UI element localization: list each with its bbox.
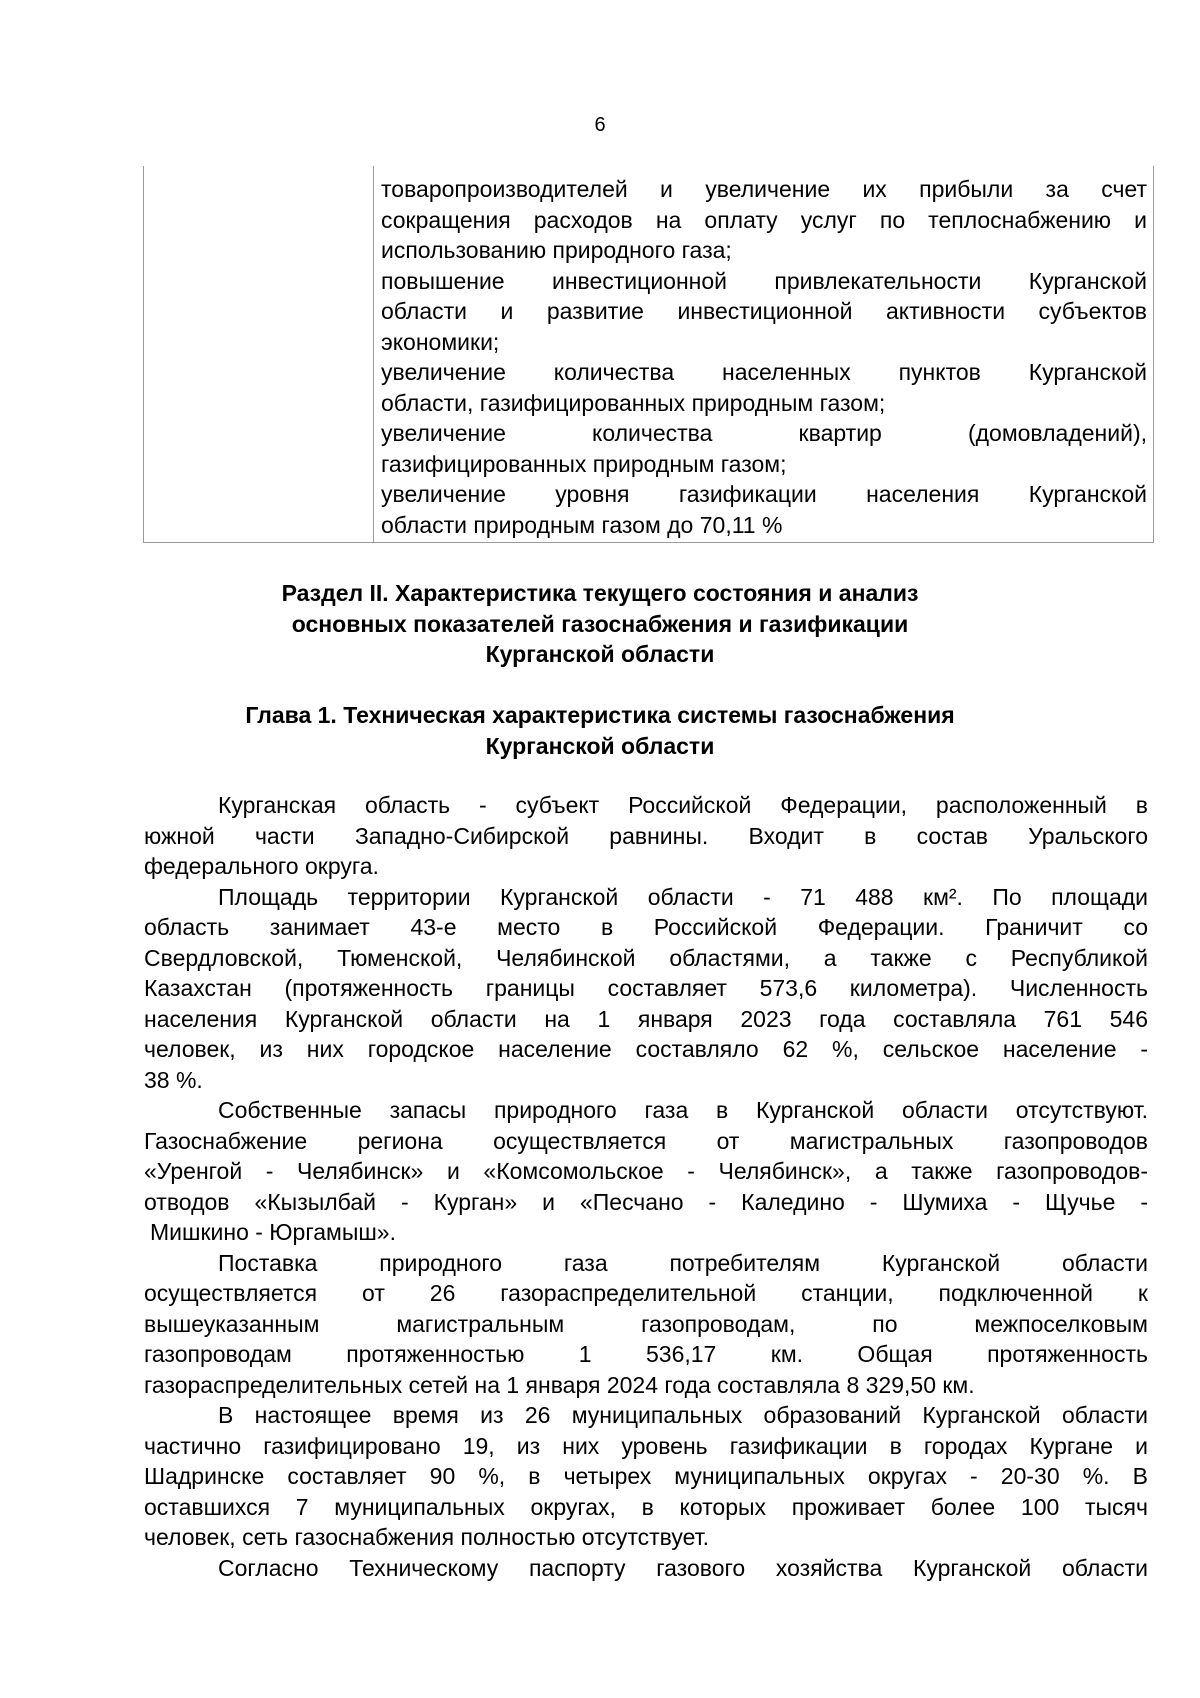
chapter-heading (0, 700, 1200, 761)
table-row (144, 166, 1154, 543)
table-line: товаропроизводителей и увеличение их прибыли за счет (381, 176, 1147, 202)
body-line: частично газифицировано 19, из них уровень газификации в городах Кургане и (144, 1432, 1148, 1459)
table-line: увеличение уровня газификации населения Курганской (381, 481, 1147, 507)
section-heading-line: Курганской области (485, 641, 715, 667)
body-line: Шадринске составляет 90 %, в четырех муниципальных округах - 20-30 %. В (144, 1463, 1148, 1489)
table-line: экономики; (381, 328, 500, 355)
table-left-cell (144, 166, 374, 543)
body-line: «Уренгой - Челябинск» и «Комсомольское - Челябинск», а также газопроводов- (144, 1158, 1148, 1184)
table-line: газифицированных природным газом; (381, 450, 787, 477)
body-line: В настоящее время из 26 муниципальных образований Курганской области (218, 1402, 1148, 1428)
body-line: Площадь территории Курганской области - 71 488 км². По площади (218, 883, 1148, 910)
table-line: увеличение количества населенных пунктов Курганской (381, 359, 1147, 385)
chapter-heading-line: Курганской области (485, 732, 715, 759)
table-line: повышение инвестиционной привлекательности Курганской (381, 267, 1147, 294)
body-line: 38 %. (144, 1066, 203, 1093)
body-line: южной части Западно-Сибирской равнины. Входит в состав Уральского (144, 822, 1148, 849)
table-line: увеличение количества квартир (домовладений), (381, 420, 1147, 446)
section-heading-line: основных показателей газоснабжения и газификации (291, 610, 909, 637)
body-line: область занимает 43-е место в Российской Федерации. Граничит со (144, 914, 1148, 940)
continuation-table (143, 166, 1154, 543)
body-line: Мишкино - Юргамыш». (150, 1219, 396, 1245)
table-line: сокращения расходов на оплату услуг по теплоснабжению и (381, 206, 1147, 233)
body-line: Газоснабжение региона осуществляется от магистральных газопроводов (144, 1127, 1148, 1154)
table-line: области и развитие инвестиционной активности субъектов (381, 298, 1147, 324)
body-line: Свердловской, Тюменской, Челябинской областями, а также с Республикой (144, 944, 1148, 971)
section-heading-line: Раздел II. Характеристика текущего состояния и анализ (281, 580, 919, 606)
table-right-cell (374, 166, 1154, 543)
body-line: оставшихся 7 муниципальных округах, в которых проживает более 100 тысяч (144, 1493, 1148, 1520)
body-line: Согласно Техническому паспорту газового хозяйства Курганской области (218, 1554, 1148, 1581)
body-line: Поставка природного газа потребителям Курганской области (218, 1249, 1148, 1276)
body-line: вышеуказанным магистральным газопроводам, по межпоселковым (144, 1310, 1148, 1337)
chapter-heading-line: Глава 1. Техническая характеристика системы газоснабжения (245, 702, 955, 728)
table-line: использованию природного газа; (381, 237, 732, 263)
body-line: Казахстан (протяженность границы составляет 573,6 километра). Численность (144, 975, 1148, 1001)
body-line: газопроводам протяженностью 1 536,17 км. Общая протяженность (144, 1341, 1148, 1367)
section-heading (0, 578, 1200, 670)
body-line: населения Курганской области на 1 января 2023 года составляла 761 546 (144, 1005, 1148, 1032)
body-line: отводов «Кызылбай - Курган» и «Песчано - Каледино - Шумиха - Щучье - (144, 1188, 1148, 1215)
body-line: Курганская область - субъект Российской Федерации, расположенный в (218, 792, 1148, 818)
body-line: осуществляется от 26 газораспределительной станции, подключенной к (144, 1280, 1148, 1306)
body-text (144, 790, 1148, 1583)
page-number: 6 (594, 114, 606, 136)
body-line: человек, из них городское население составляло 62 %, сельское население - (144, 1036, 1148, 1062)
body-line: Собственные запасы природного газа в Курганской области отсутствуют. (218, 1097, 1148, 1123)
body-line: человек, сеть газоснабжения полностью отсутствует. (144, 1524, 710, 1550)
body-line: газораспределительных сетей на 1 января 2024 года составляла 8 329,50 км. (144, 1371, 975, 1398)
table-line: области природным газом до 70,11 % (381, 511, 783, 538)
body-line: федерального округа. (144, 853, 379, 879)
table-line: области, газифицированных природным газом; (381, 389, 886, 416)
